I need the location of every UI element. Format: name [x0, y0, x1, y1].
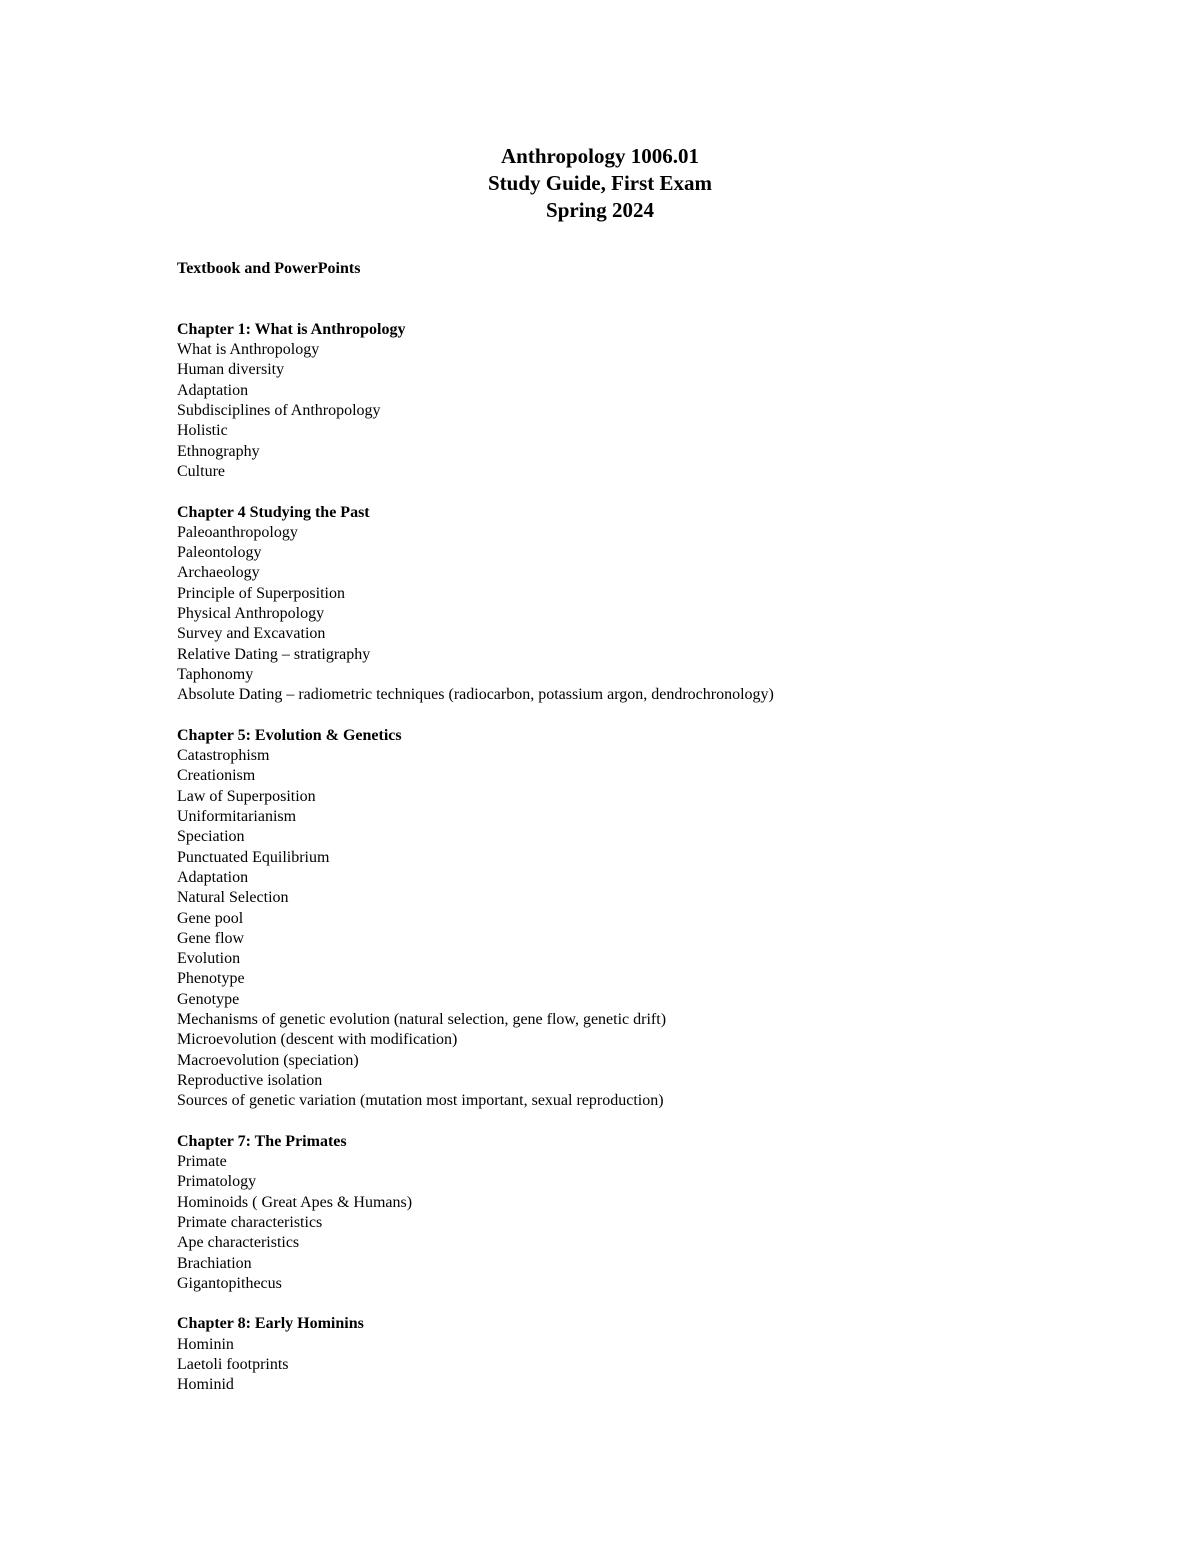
study-term: Hominoids ( Great Apes & Humans): [177, 1193, 413, 1211]
study-term: What is Anthropology: [177, 341, 320, 359]
study-term: Adaptation: [177, 381, 249, 399]
study-term: Culture: [177, 462, 225, 480]
study-term: Gene pool: [177, 909, 244, 927]
study-guide-content: [177, 259, 1137, 1396]
chapter-section: [177, 1314, 1137, 1395]
study-term: Taphonomy: [177, 665, 254, 683]
chapter-heading: Chapter 1: What is Anthropology: [177, 320, 406, 338]
title-term: Spring 2024: [546, 198, 654, 222]
study-term: Paleoanthropology: [177, 523, 298, 541]
chapter-heading: Chapter 5: Evolution & Genetics: [177, 726, 402, 744]
study-term: Mechanisms of genetic evolution (natural selection, gene flow, genetic drift): [177, 1010, 667, 1028]
study-term: Genotype: [177, 990, 240, 1008]
title-guide: Study Guide, First Exam: [487, 171, 713, 195]
study-term: Natural Selection: [177, 889, 289, 907]
chapter-section: [177, 320, 1137, 482]
chapter-section: [177, 726, 1137, 1112]
study-term: Survey and Excavation: [177, 625, 326, 643]
study-term: Catastrophism: [177, 747, 270, 765]
study-term: Brachiation: [177, 1254, 252, 1272]
chapter-sections: [177, 320, 1137, 1396]
study-term: Uniformitarianism: [177, 808, 297, 826]
study-term: Reproductive isolation: [177, 1071, 323, 1089]
study-term: Primatology: [177, 1173, 257, 1191]
study-term: Laetoli footprints: [177, 1356, 289, 1374]
study-term: Creationism: [177, 767, 256, 785]
study-term: Punctuated Equilibrium: [177, 848, 330, 866]
study-term: Archaeology: [177, 564, 260, 582]
study-term: Adaptation: [177, 868, 249, 886]
study-term: Primate characteristics: [177, 1213, 323, 1231]
study-term: Evolution: [177, 950, 241, 968]
document-title: [0, 143, 1200, 224]
study-term: Primate: [177, 1153, 227, 1171]
chapter-heading: Chapter 8: Early Hominins: [177, 1315, 364, 1333]
title-course: Anthropology 1006.01: [501, 144, 699, 168]
study-term: Law of Superposition: [177, 787, 316, 805]
study-term: Ethnography: [177, 442, 260, 460]
study-term: Gene flow: [177, 929, 245, 947]
chapter-section: [177, 1132, 1137, 1294]
study-term: Hominin: [177, 1335, 234, 1353]
study-term: Hominid: [177, 1376, 234, 1394]
study-term: Ape characteristics: [177, 1234, 300, 1252]
sources-heading: Textbook and PowerPoints: [177, 260, 361, 277]
study-term: Sources of genetic variation (mutation most important, sexual reproduction): [177, 1092, 664, 1110]
study-term: Phenotype: [177, 970, 245, 988]
study-term: Absolute Dating – radiometric techniques (radiocarbon, potassium argon, dendrochronology): [177, 686, 774, 704]
study-term: Speciation: [177, 828, 245, 846]
study-term: Subdisciplines of Anthropology: [177, 402, 381, 420]
chapter-heading: Chapter 4 Studying the Past: [177, 503, 370, 521]
study-term: Principle of Superposition: [177, 584, 345, 602]
study-term: Microevolution (descent with modification): [177, 1031, 458, 1049]
study-term: Macroevolution (speciation): [177, 1051, 359, 1069]
chapter-heading: Chapter 7: The Primates: [177, 1132, 347, 1150]
study-term: Relative Dating – stratigraphy: [177, 645, 371, 663]
study-term: Holistic: [177, 422, 228, 440]
study-term: Human diversity: [177, 361, 285, 379]
study-term: Paleontology: [177, 544, 262, 562]
study-term: Gigantopithecus: [177, 1274, 282, 1292]
study-term: Physical Anthropology: [177, 605, 325, 623]
chapter-section: [177, 503, 1137, 706]
